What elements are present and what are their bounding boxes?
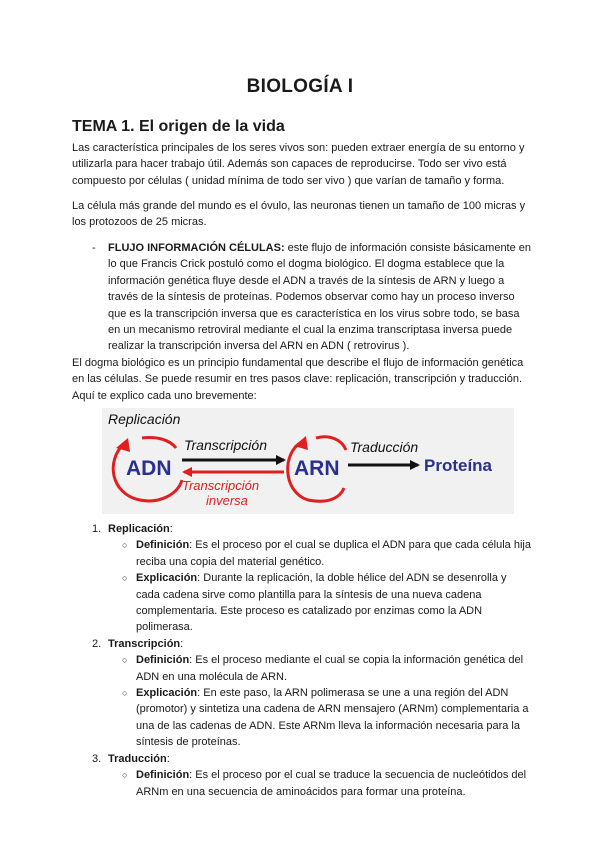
bullet-body: este flujo de información consiste básicamente en lo que Francis Crick postuló como el dogma biológico. El dogma establece que la información genética fluye desde el ADN a través de la síntesis de ARN y luego a través de la síntesis de proteínas. Podemos observar como hay un proceso inverso que es la transcripción inversa que es característica en los virus sobre todo, se basa en un mecanismo retroviral mediante el cual la enzima transcriptasa inversa puede realizar la transcripción inversa del ARN en ADN ( retrovirus ). (108, 242, 532, 353)
list-item-replicacion (92, 521, 532, 537)
step-title: Transcripción (108, 637, 181, 650)
sub-bullet-icon: ○ (122, 688, 128, 699)
step-title: Traducción (108, 752, 167, 765)
step-colon: : (166, 752, 170, 765)
sub-bullet-icon: ○ (122, 573, 128, 584)
list-number: 3. (92, 752, 102, 765)
sub-item (92, 767, 532, 800)
section-title: TEMA 1. El origen de la vida (72, 118, 285, 135)
sub-bullet-icon: ○ (122, 770, 128, 781)
sub-bullet-icon: ○ (122, 655, 128, 666)
central-dogma-svg (102, 408, 514, 514)
paragraph-cell-sizes: La célula más grande del mundo es el óvulo, las neuronas tienen un tamaño de 100 micras y los protozoos de 25 micras. (72, 200, 526, 229)
paragraph-characteristics: Las característica principales de los seres vivos son: pueden extraer energía de su entorno y utilizarla para hacer trabajo útil. Además son capaces de reproducirse. Todo ser vivo está compuesto por células ( unidad mínima de todo ser vivo ) que varían de tamaño y forma. (72, 142, 525, 187)
label-proteina: Proteína (424, 456, 493, 475)
step-colon: : (180, 637, 184, 650)
list-number: 1. (92, 523, 102, 535)
sub-item (92, 570, 532, 636)
step-colon: : (169, 523, 173, 535)
list-number: 2. (92, 637, 102, 650)
sub-item (92, 652, 532, 685)
sub-label: Explicación (136, 687, 198, 700)
sub-text: : Durante la replicación, la doble hélice del ADN se desenrolla y cada cadena sirve como plantilla para la síntesis de una nueva cadena complementaria. Este proceso es catalizado por enzimas como la ADN polimerasa. (136, 572, 507, 634)
sub-text: : Es el proceso mediante el cual se copia la información genética del ADN en una molécula de ARN. (136, 654, 524, 683)
sub-item (92, 537, 532, 570)
bullet-dash: - (92, 242, 96, 254)
sub-text: : Es el proceso por el cual se duplica el ADN para que cada célula hija reciba una copia del material genético. (136, 539, 531, 568)
sub-label: Definición (136, 769, 190, 782)
central-dogma-diagram (102, 408, 514, 514)
steps-list (92, 521, 532, 800)
sub-text: : En este paso, la ARN polimerasa se une a una región del ADN (promotor) y sintetiza una cadena de ARN mensajero (ARNm) complementaria a una de las cadenas de ADN. Este ARNm lleva la información necesaria para la síntesis de proteínas. (136, 687, 529, 749)
label-arn: ARN (294, 457, 340, 480)
sub-label: Definición (136, 539, 190, 552)
label-adn: ADN (126, 457, 172, 480)
document-title: BIOLOGÍA I (246, 76, 354, 97)
sub-label: Definición (136, 654, 190, 667)
list-item-transcripcion (92, 636, 532, 652)
label-transcripcion-inversa-2: inversa (206, 493, 248, 508)
label-transcripcion: Transcripción (184, 437, 267, 453)
paragraph-dogma-intro: El dogma biológico es un principio fundamental que describe el flujo de información genética en las células. Se puede resumir en tres pasos clave: replicación, transcripción y traducción. Aquí te explico cada uno brevemente: (72, 357, 524, 402)
bullet-label: FLUJO INFORMACIÓN CÉLULAS: (108, 242, 285, 254)
label-replicacion: Replicación (108, 411, 181, 427)
sub-bullet-icon: ○ (122, 540, 128, 551)
label-transcripcion-inversa-1: Transcripción (182, 478, 260, 493)
sub-text: : Es el proceso por el cual se traduce la secuencia de nucleótidos del ARNm en una secuencia de aminoácidos para formar una proteína. (136, 769, 527, 798)
step-title: Replicación (108, 523, 170, 535)
list-item-traduccion (92, 751, 532, 767)
bullet-text (108, 240, 532, 355)
sub-label: Explicación (136, 572, 198, 585)
label-traduccion: Traducción (350, 439, 419, 455)
bullet-flujo-informacion (92, 240, 532, 355)
sub-item (92, 685, 532, 751)
